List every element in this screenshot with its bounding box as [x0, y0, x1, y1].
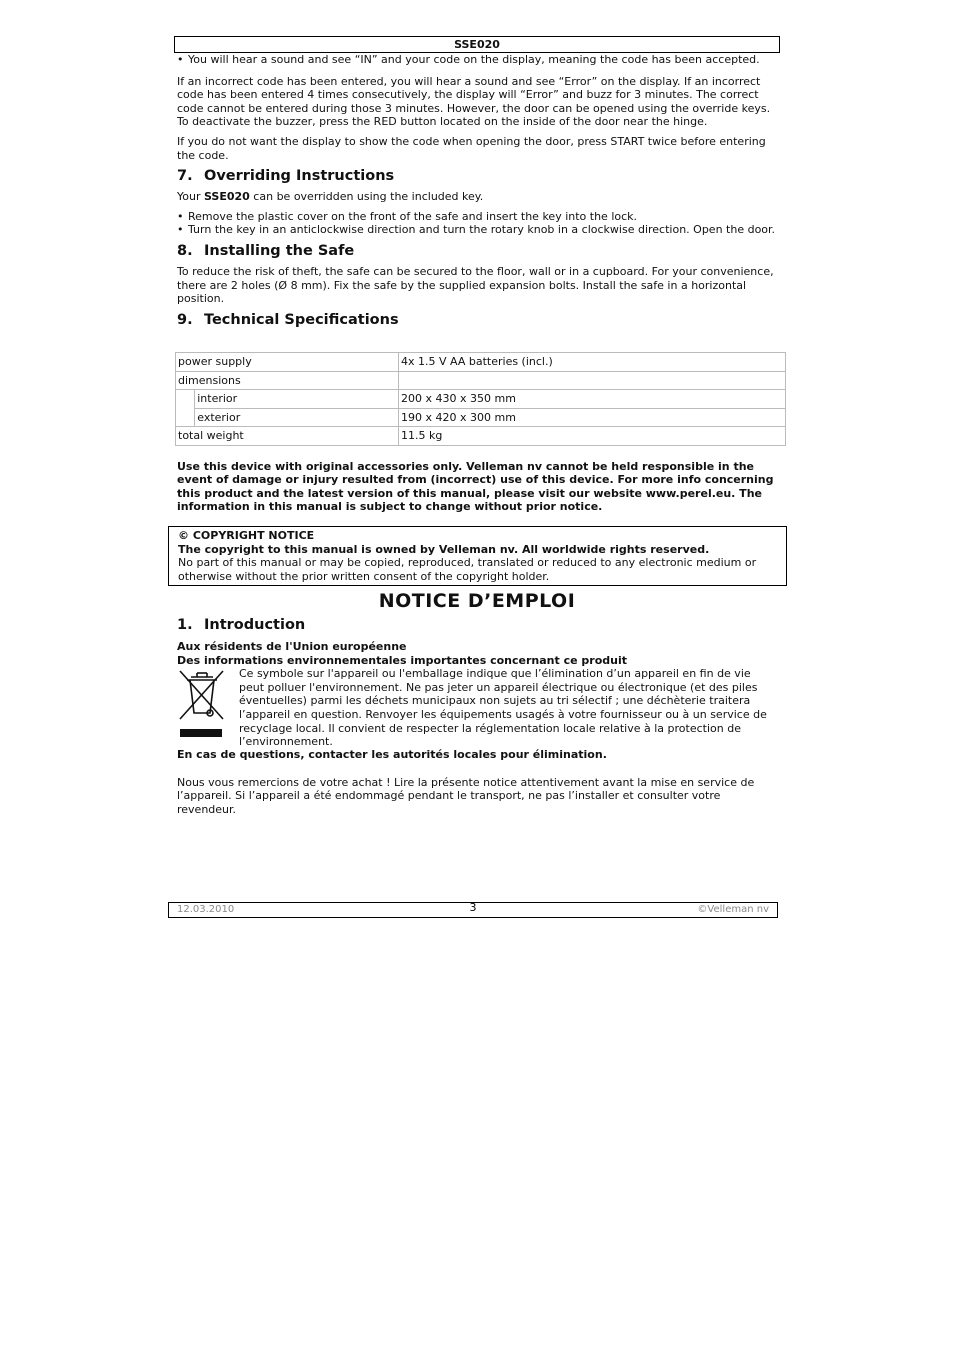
copyright-notice-box: [168, 526, 787, 586]
english-content: [177, 53, 777, 334]
section-number: 1.: [177, 617, 193, 633]
section-title: Installing the Safe: [204, 242, 355, 259]
section-number: 9.: [177, 311, 193, 328]
page-number: 3: [469, 901, 477, 914]
section-title: Technical Specifications: [204, 311, 399, 328]
spec-table: [175, 352, 786, 446]
indent-cell: [176, 390, 195, 427]
model-name: SSE020: [203, 190, 250, 204]
table-row: [176, 408, 786, 427]
section-title: Introduction: [204, 617, 306, 633]
intro-bullet-list: [177, 53, 777, 67]
table-row: [176, 390, 786, 409]
french-content: [177, 617, 777, 823]
disclaimer: Use this device with original accessories only. Velleman nv cannot be held responsible in the event of damage or injury resulted from (incorrect) use of this device. For more info concerning this product and the latest version of this manual, please visit our website www.perel.eu. The information in this manual is subject to change without prior notice.: [177, 460, 774, 513]
footer-date: 12.03.2010: [177, 904, 235, 915]
spec-value: 200 x 430 x 350 mm: [399, 390, 786, 409]
table-row: [176, 353, 786, 372]
crossed-out-wheelie-bin-icon: [177, 669, 227, 739]
table-row: [176, 371, 786, 390]
spec-value: 4x 1.5 V AA batteries (incl.): [399, 353, 786, 372]
page-footer: [168, 902, 778, 918]
table-row: [176, 427, 786, 446]
spec-label: total weight: [176, 427, 399, 446]
eu-residents: Aux résidents de l'Union européenne: [177, 640, 407, 653]
section-title: Overriding Instructions: [204, 168, 395, 185]
footer-copyright: ©Velleman nv: [697, 904, 769, 915]
text-fragment: can be overridden using the included key.: [249, 190, 484, 204]
section-8-heading: [177, 243, 777, 260]
spec-value: 11.5 kg: [399, 427, 786, 446]
spec-label: power supply: [176, 353, 399, 372]
section-7-text: [177, 190, 777, 204]
copyright-text: No part of this manual or may be copied, reproduced, translated or reduced to any electronic medium or otherwise without the prior written consent of the copyright holder.: [178, 556, 757, 583]
section-8-text: To reduce the risk of theft, the safe can be secured to the floor, wall or in a cupboard. For your convenience, there are 2 holes (Ø 8 mm). Fix the safe by the supplied expansion bolts. Install the safe in a horizontal position.: [177, 264, 774, 306]
copyright-title: © COPYRIGHT NOTICE: [178, 529, 315, 542]
thanks-paragraph: Nous vous remercions de votre achat ! Lire la présente notice attentivement avant la mise en service de l’appareil. Si l’appareil a été endommagé pendant le transport, ne pas l’installer et consulter votre revendeur.: [177, 775, 755, 816]
spec-label: interior: [195, 390, 399, 409]
fr-section-1-heading: [177, 617, 777, 634]
spec-label: dimensions: [176, 371, 399, 390]
questions-note: En cas de questions, contacter les autorités locales pour élimination.: [177, 748, 607, 762]
list-item: • You will hear a sound and see “IN” and your code on the display, meaning the code has been accepted.: [177, 53, 777, 67]
section-number: 8.: [177, 242, 193, 259]
header-model: SSE020: [174, 36, 780, 53]
paragraph-hide-code: If you do not want the display to show the code when opening the door, press START twice before entering the code.: [177, 134, 766, 162]
copyright-owned: The copyright to this manual is owned by Velleman nv. All worldwide rights reserved.: [178, 542, 710, 556]
section-7-bullets: [177, 210, 777, 237]
section-number: 7.: [177, 168, 193, 185]
spec-label: exterior: [195, 408, 399, 427]
text-fragment: Your: [177, 190, 204, 204]
section-9-heading: [177, 312, 777, 329]
list-item: • Turn the key in an anticlockwise direction and turn the rotary knob in a clockwise direction. Open the door.: [177, 223, 777, 237]
paragraph-incorrect-code: If an incorrect code has been entered, you will hear a sound and see “Error” on the display. If an incorrect code has been entered 4 times consecutively, the display will “Error” and buzz for 3 minutes. The correct code cannot be entered during those 3 minutes. However, the door can be opened using the override keys. To deactivate the buzzer, press the RED button located on the inside of the door near the hinge.: [177, 74, 771, 129]
french-title: NOTICE D’EMPLOI: [378, 590, 576, 612]
spec-value: 190 x 420 x 300 mm: [399, 408, 786, 427]
section-7-heading: [177, 168, 777, 185]
list-item: • Remove the plastic cover on the front of the safe and insert the key into the lock.: [177, 210, 777, 224]
weee-text: Ce symbole sur l'appareil ou l'emballage indique que l’élimination d’un appareil en fin de vie peut polluer l'environnement. Ne pas jeter un appareil électrique ou électronique (et des piles éventuelles) parmi les déchets municipaux non sujets au tri sélectif ; une déchèterie traitera l’appareil en question. Renvoyer les équipements usagés à votre fournisseur ou à un service de recyclage local. Il convient de respecter la réglementation locale relative à la protection de l’environnement.: [239, 667, 767, 749]
spec-value: [399, 371, 786, 390]
env-info: Des informations environnementales importantes concernant ce produit: [177, 653, 627, 667]
weee-block: [177, 667, 777, 749]
